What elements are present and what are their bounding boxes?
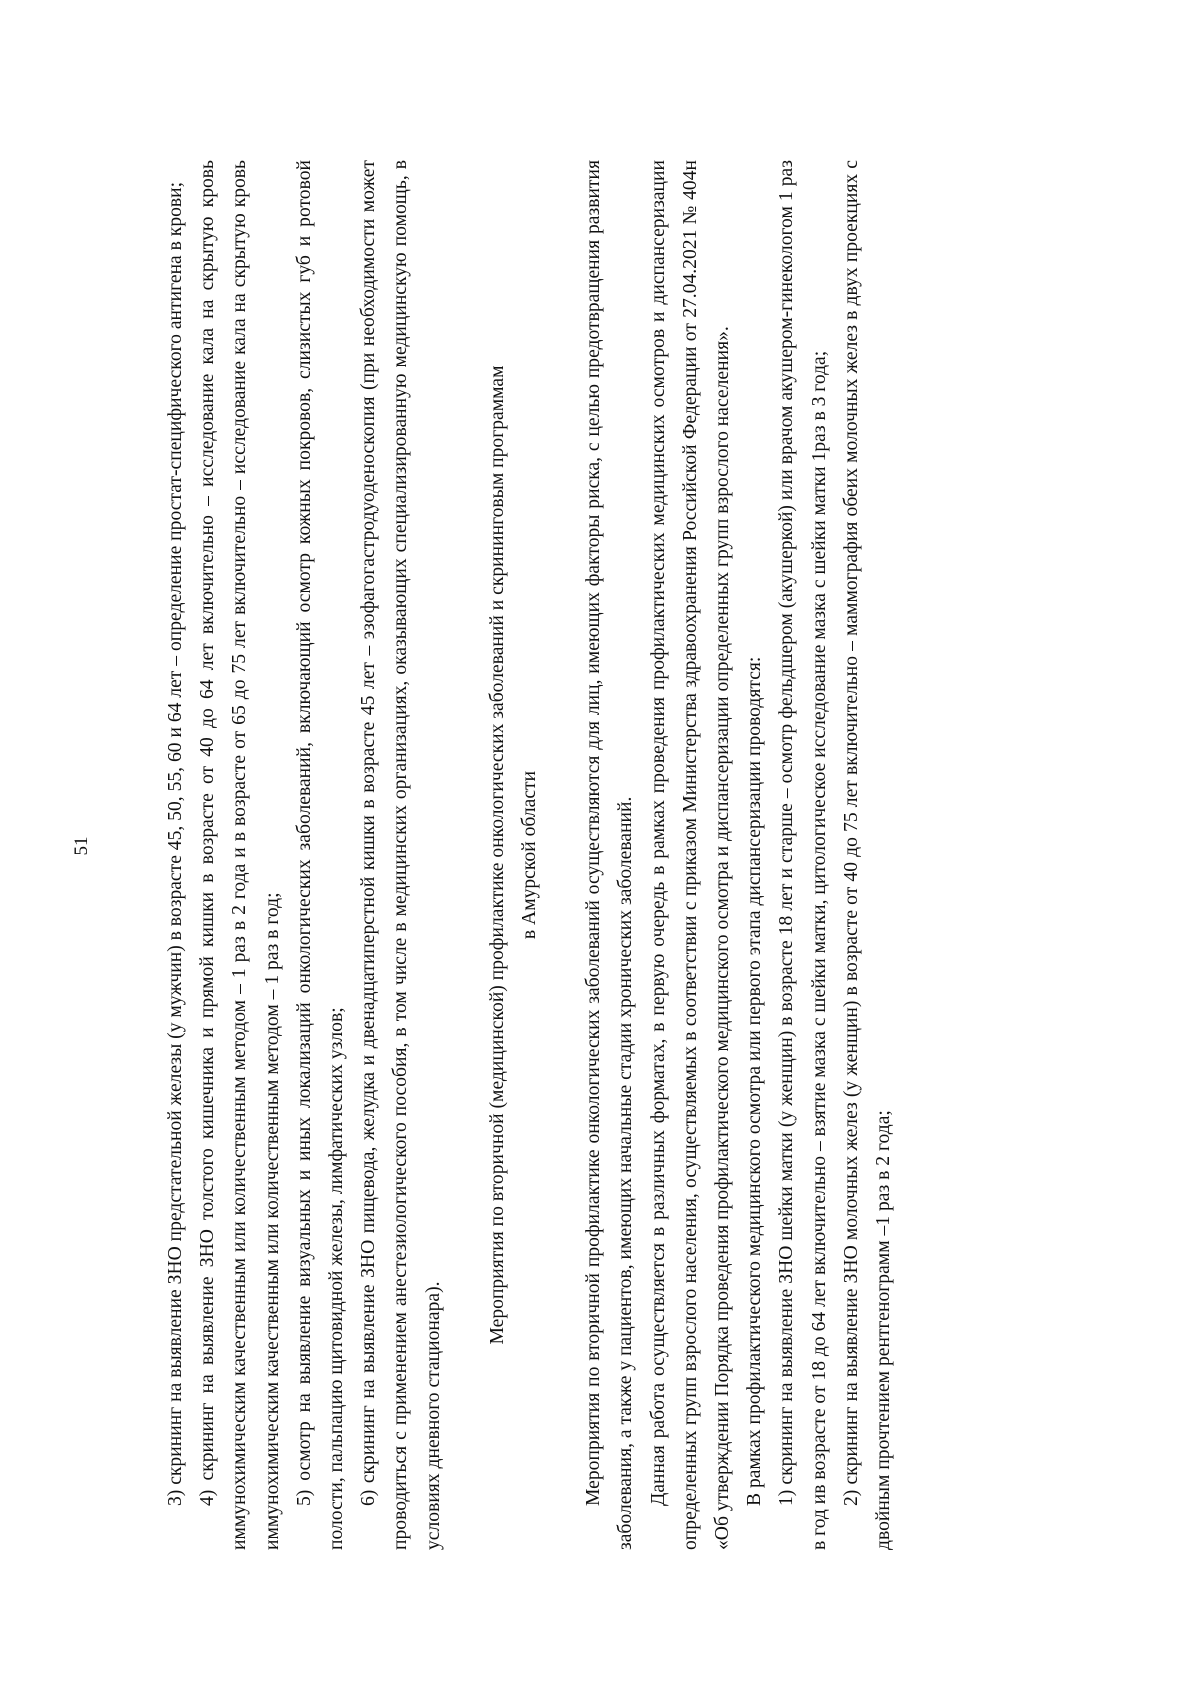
paragraph-secondary-prevention: Мероприятия по вторичной профилактике онкологических заболеваний осуществляются для лиц, имеющих факторы риска, с целью предотвращения развития заболевания, а также у пациентов, имеющих начальные стадии хронических заболеваний. (583, 160, 637, 1550)
paragraph-cervical-screening: 1) скрининг на выявление ЗНО шейки матки (у женщин) в возрасте 18 лет и старше – осмотр фельдшером (акушеркой) или врачом акушером-гинекологом 1 раз в год ив возрасте от 18 до 64 лет включительно – взятие мазка с шейки матки, цитологическое исследование мазка с шейки матки 1раз в 3 года; (776, 160, 830, 1550)
paragraph-esophagus-screening: 6) скрининг на выявление ЗНО пищевода, желудка и двенадцатиперстной кишки в возрасте 45 лет – эзофагогастродуоденоскопия (при необходимости может проводиться с применением анестезиологического пособия, в том числе в медицинских организациях, оказывающих специализированную медицинскую помощь, в условиях дневного стационара). (358, 160, 444, 1550)
spacer (546, 160, 578, 1550)
paragraph-breast-screening: 2) скрининг на выявление ЗНО молочных желез (у женщин) в возрасте от 40 до 75 лет включительно – маммография обеих молочных желез в двух проекциях с двойным прочтением рентгенограмм –1 раз в 2 года; (840, 160, 895, 1550)
paragraph-work-formats: Данная работа осуществляется в различных форматах, в первую очередь в рамках проведения профилактических медицинских осмотров и диспансеризации определенных групп взрослого населения, осуществляемых в соответствии с приказом Министерства здравоохранения Российской Федерации от 27.04.2021 № 404н «Об утверждении Порядка проведения профилактического медицинского осмотра и диспансеризации определенных групп взрослого населения». (647, 160, 734, 1550)
page-number: 51 (71, 836, 92, 856)
section-heading-region: в Амурской области (519, 770, 541, 940)
paragraph-visual-exam: 5) осмотр на выявление визуальных и иных локализаций онкологических заболеваний, включающий осмотр кожных покровов, слизистых губ и ротовой полости, пальпацию щитовидной железы, лимфатических узлов; (293, 160, 348, 1550)
paragraph-first-stage: В рамках профилактического медицинского осмотра или первого этапа диспансеризации проводятся: (744, 656, 766, 1506)
spacer (450, 160, 482, 1550)
paragraph-prostate-screening: 3) скрининг на выявление ЗНО предстательной железы (у мужчин) в возрасте 45, 50, 55, 60 и 64 лет – определение простат-специфического антигена в крови; (165, 181, 186, 1506)
paragraph-colon-screening: 4) скрининг на выявление ЗНО толстого кишечника и прямой кишки в возрасте от 40 до 64 лет включительно – исследование кала на скрытую кровь иммунохимическим качественным или количественным методом – 1 раз в 2 года и в возрасте от 65 до 75 лет включительно – исследование кала на скрытую кровь иммунохимическим качественным или количественным методом – 1 раз в год; (197, 160, 283, 1550)
document-body (160, 160, 1040, 1550)
section-heading: Мероприятия по вторичной (медицинской) профилактике онкологических заболеваний и скрининговым программам (486, 365, 508, 1345)
